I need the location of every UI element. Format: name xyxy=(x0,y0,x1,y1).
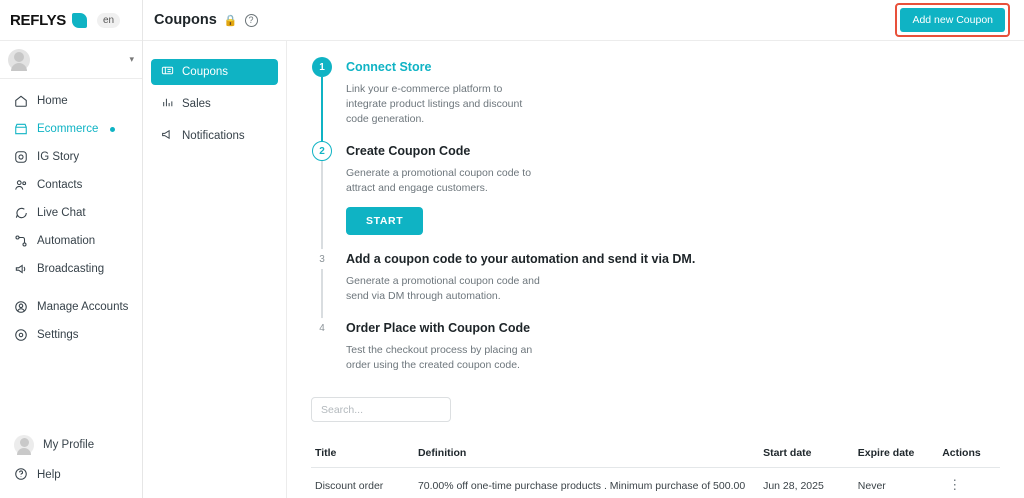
step-number: 3 xyxy=(312,249,332,269)
step-rail xyxy=(311,141,333,249)
sidebar-item-automation[interactable] xyxy=(0,227,142,255)
add-coupon-highlight xyxy=(895,3,1010,37)
step-title: Order Place with Coupon Code xyxy=(346,321,531,335)
help-circle-icon[interactable]: ? xyxy=(245,14,258,27)
sidebar-item-label: Manage Accounts xyxy=(37,301,129,313)
sidebar-item-help[interactable] xyxy=(0,460,142,490)
sidebar-item-label: Help xyxy=(37,469,61,481)
search-input[interactable] xyxy=(311,397,451,422)
step-rail xyxy=(311,249,333,318)
main-area xyxy=(143,0,1024,498)
cell-title: Discount order xyxy=(311,468,414,498)
subnav-item-label: Sales xyxy=(182,98,211,110)
contacts-icon xyxy=(14,178,28,192)
help-icon xyxy=(14,467,28,484)
step-description: Link your e-commerce platform to integrate product listings and discount code generation. xyxy=(346,83,523,125)
table-row[interactable] xyxy=(311,468,1000,498)
step-body xyxy=(346,249,741,318)
column-header-title: Title xyxy=(311,440,414,468)
step-connector xyxy=(321,161,323,251)
sidebar-item-label: Settings xyxy=(37,329,79,341)
sidebar-item-settings[interactable] xyxy=(0,321,142,349)
cell-actions xyxy=(938,468,1000,498)
step-order-place-with-coupon xyxy=(311,318,741,387)
cell-expire-date: Never xyxy=(854,468,938,498)
row-actions-menu-icon[interactable]: ⋮ xyxy=(948,477,962,492)
step-number: 2 xyxy=(312,141,332,161)
sidebar-item-label: Live Chat xyxy=(37,207,86,219)
accounts-icon xyxy=(14,300,28,314)
megaphone-icon xyxy=(161,128,174,144)
sidebar-item-my-profile[interactable] xyxy=(0,430,142,460)
start-button[interactable]: START xyxy=(346,207,423,235)
step-title: Create Coupon Code xyxy=(346,144,471,158)
column-header-start-date: Start date xyxy=(759,440,854,468)
coupons-content xyxy=(287,41,1024,498)
subnav-item-label: Coupons xyxy=(182,66,229,78)
chat-icon xyxy=(14,206,28,220)
cell-start-date: Jun 28, 2025 xyxy=(759,468,854,498)
step-rail xyxy=(311,318,333,387)
step-title: Add a coupon code to your automation and send it via DM. xyxy=(346,252,696,266)
step-connector xyxy=(321,269,323,320)
sidebar-item-label: IG Story xyxy=(37,151,80,163)
ecommerce-subnav xyxy=(143,41,287,498)
bar-chart-icon xyxy=(161,96,174,112)
coupons-table-element xyxy=(311,440,1000,498)
step-add-coupon-to-automation xyxy=(311,249,741,318)
sidebar xyxy=(0,0,143,498)
top-bar xyxy=(143,0,1024,41)
sidebar-item-label: Ecommerce xyxy=(37,123,99,135)
step-body xyxy=(346,141,741,249)
status-dot xyxy=(110,127,115,132)
step-title: Connect Store xyxy=(346,60,432,74)
search-row xyxy=(311,397,1024,422)
account-switcher[interactable] xyxy=(0,41,142,79)
sidebar-item-manage-accounts[interactable] xyxy=(0,293,142,321)
step-create-coupon-code xyxy=(311,141,741,249)
step-connect-store xyxy=(311,57,741,141)
column-header-definition: Definition xyxy=(414,440,759,468)
step-rail xyxy=(311,57,333,141)
language-selector[interactable]: en xyxy=(97,13,120,28)
step-number: 4 xyxy=(312,318,332,338)
store-icon xyxy=(14,122,28,136)
avatar-icon xyxy=(14,435,34,455)
brand-logo[interactable] xyxy=(0,0,142,41)
sidebar-item-contacts[interactable] xyxy=(0,171,142,199)
avatar xyxy=(8,49,30,71)
brand-name: REFLYS xyxy=(10,11,66,29)
page-title: Coupons xyxy=(154,12,217,28)
content-body xyxy=(143,41,1024,498)
nav-divider xyxy=(0,283,142,293)
table-header-row xyxy=(311,440,1000,468)
table-body xyxy=(311,468,1000,498)
sidebar-item-label: Automation xyxy=(37,235,96,247)
sidebar-item-label: My Profile xyxy=(43,439,95,451)
sidebar-item-label: Home xyxy=(37,95,68,107)
sidebar-footer xyxy=(0,430,142,498)
brand-mark-icon xyxy=(72,13,87,28)
broadcast-icon xyxy=(14,262,28,276)
table-head xyxy=(311,440,1000,468)
automation-icon xyxy=(14,234,28,248)
step-description: Generate a promotional coupon code to attract and engage customers. xyxy=(346,167,532,194)
subnav-item-sales[interactable] xyxy=(151,91,278,117)
sidebar-item-broadcasting[interactable] xyxy=(0,255,142,283)
gear-icon xyxy=(14,328,28,342)
home-icon xyxy=(14,94,28,108)
sidebar-item-home[interactable] xyxy=(0,87,142,115)
sidebar-item-label: Broadcasting xyxy=(37,263,105,275)
subnav-item-coupons[interactable] xyxy=(151,59,278,85)
step-connector xyxy=(321,77,323,143)
cell-definition: 70.00% off one-time purchase products . Minimum purchase of 500.00 xyxy=(414,468,759,498)
step-body xyxy=(346,57,741,141)
step-description: Test the checkout process by placing an order using the created coupon code. xyxy=(346,344,533,371)
subnav-item-notifications[interactable] xyxy=(151,123,278,149)
sidebar-item-label: Contacts xyxy=(37,179,83,191)
coupons-table xyxy=(311,440,1000,498)
chevron-down-icon[interactable]: ▾ xyxy=(129,54,134,64)
ticket-icon xyxy=(161,64,174,80)
step-body xyxy=(346,318,741,387)
sidebar-item-live-chat[interactable] xyxy=(0,199,142,227)
sidebar-item-ecommerce[interactable] xyxy=(0,115,142,143)
column-header-expire-date: Expire date xyxy=(854,440,938,468)
lock-icon: 🔒 xyxy=(223,14,238,27)
step-number: 1 xyxy=(312,57,332,77)
main-nav xyxy=(0,79,142,430)
add-new-coupon-button[interactable]: Add new Coupon xyxy=(900,8,1005,32)
column-header-actions: Actions xyxy=(938,440,1000,468)
onboarding-steps xyxy=(311,57,741,387)
story-icon xyxy=(14,150,28,164)
sidebar-item-ig-story[interactable] xyxy=(0,143,142,171)
step-description: Generate a promotional coupon code and send via DM through automation. xyxy=(346,275,540,302)
subnav-item-label: Notifications xyxy=(182,130,245,142)
